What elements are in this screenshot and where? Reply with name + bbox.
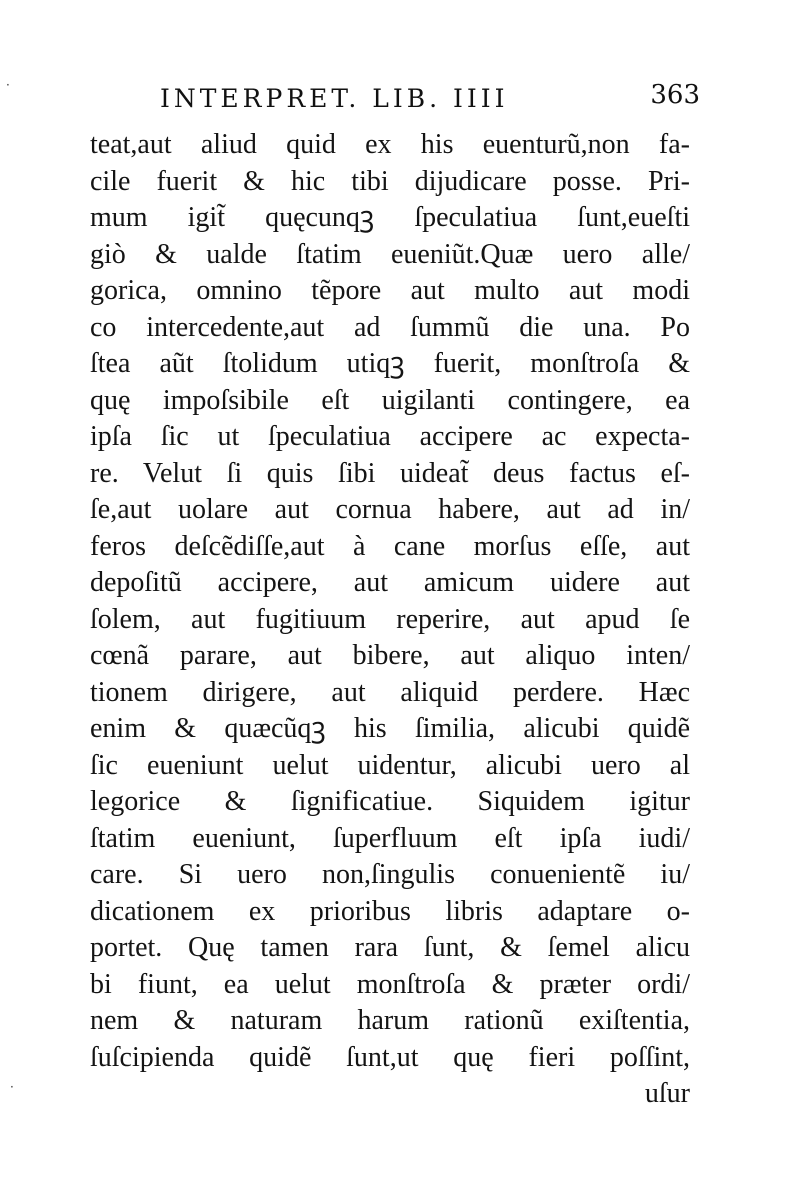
text-line: bi fiunt, ea uelut monſtroſa & præter ordi/ xyxy=(90,968,690,1000)
body-text xyxy=(90,127,690,1113)
text-line: ſolem, aut fugitiuum reperire, aut apud ſe xyxy=(90,603,690,635)
text-line: ſtea aũt ſtolidum utiqꝫ fuerit, monſtroſa & xyxy=(90,348,690,379)
text-line: dicationem ex prioribus libris adaptare o- xyxy=(90,895,690,927)
margin-speck: · xyxy=(6,78,10,92)
page-header xyxy=(160,80,700,124)
text-line: ipſa ſic ut ſpeculatiua accipere ac expecta- xyxy=(90,421,690,452)
text-line: enim & quæcũqꝫ his ſimilia, alicubi quidẽ xyxy=(90,713,690,744)
catchword: uſur xyxy=(644,1078,690,1109)
text-line: ſtatim eueniunt, ſuperfluum eſt ipſa iudi/ xyxy=(90,822,690,854)
text-line: tionem dirigere, aut aliquid perdere. Hæc xyxy=(90,676,690,708)
page-number: 363 xyxy=(650,80,700,110)
text-line: cile fuerit & hic tibi dijudicare posse. Pri- xyxy=(90,165,690,197)
text-line: co intercedente,aut ad ſummũ die una. Po xyxy=(90,311,690,343)
margin-speck: · xyxy=(10,1080,14,1094)
text-line: ſic eueniunt uelut uidentur, alicubi uero al xyxy=(90,749,690,781)
text-line: teat,aut aliud quid ex his euenturũ,non fa- xyxy=(90,129,690,160)
text-line: gorica, omnino tẽpore aut multo aut modi xyxy=(90,275,690,306)
text-line: quę impoſsibile eſt uigilanti contingere, ea xyxy=(90,384,690,416)
text-line: cœnã parare, aut bibere, aut aliquo inten/ xyxy=(90,640,690,671)
text-line: ſuſcipienda quidẽ ſunt,ut quę fieri poſſint, xyxy=(90,1041,690,1073)
running-head: INTERPRET. LIB. IIII xyxy=(160,84,509,113)
text-line: ſe,aut uolare aut cornua habere, aut ad in/ xyxy=(90,494,690,525)
text-line: portet. Quę tamen rara ſunt, & ſemel alicu xyxy=(90,932,690,963)
text-line: giò & ualde ſtatim eueniũt.Quæ uero alle/ xyxy=(90,238,690,270)
text-line: depoſitũ accipere, aut amicum uidere aut xyxy=(90,567,690,598)
text-line: nem & naturam harum rationũ exiſtentia, xyxy=(90,1005,690,1036)
text-line: care. Si uero non,ſingulis conuenientẽ iu/ xyxy=(90,859,690,890)
text-line: legorice & ſignificatiue. Siquidem igitur xyxy=(90,786,690,817)
text-line: feros deſcẽdiſſe,aut à cane morſus eſſe, aut xyxy=(90,530,690,562)
text-line: mum igit̃ quęcunqꝫ ſpeculatiua ſunt,eueſti xyxy=(90,202,690,233)
text-line: re. Velut ſi quis ſibi uideat̃ deus factus eſ- xyxy=(90,457,690,489)
